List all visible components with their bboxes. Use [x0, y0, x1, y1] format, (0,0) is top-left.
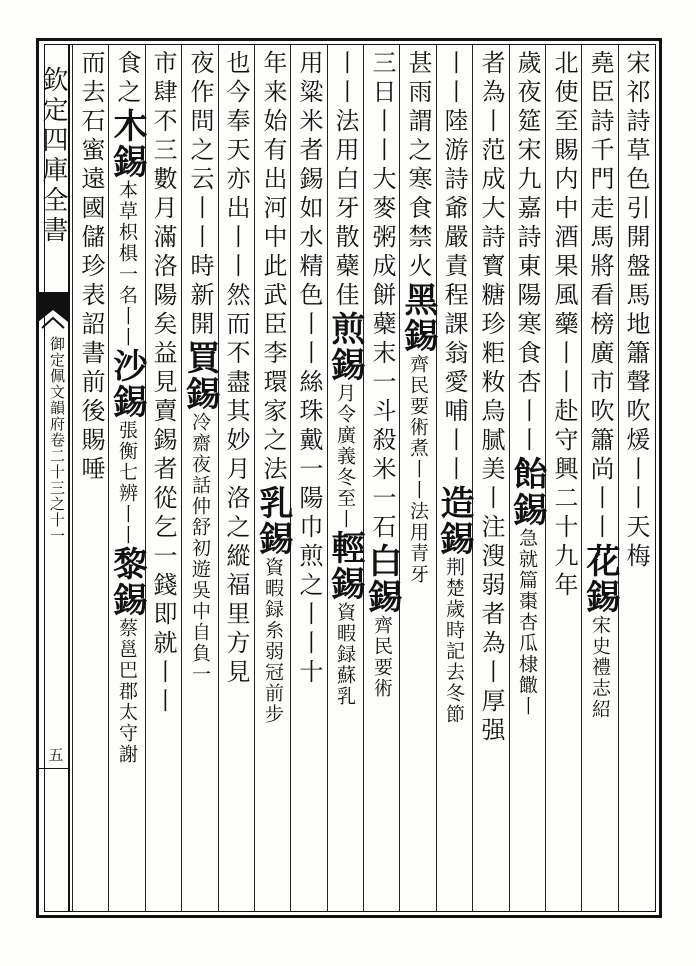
column-divider [181, 44, 182, 912]
entry-text: 三日丨丨大麥粥 [368, 50, 396, 253]
entry-text: 夜作問之云丨丨時新開 [186, 50, 214, 340]
entry-text: 年来始有出河中此武臣李環家之法 [259, 50, 287, 485]
text-column [292, 50, 325, 900]
entry-text: 甚雨謂之寒食禁火 [404, 50, 432, 282]
entry-text: 北使至賜内中酒果風藥丨丨赴守 [550, 50, 578, 456]
column-divider [472, 44, 473, 912]
entry-text: 成餅蘗末一斗殺米一石 [368, 253, 396, 543]
entry-headword: 木錫 [107, 108, 147, 180]
entry-text: 市肆不三數月滿洛陽矣 [149, 50, 177, 340]
entry-text: 堯臣詩千門走馬將看榜廣市吹簫尚丨丨 [586, 50, 614, 543]
column-divider [581, 44, 582, 912]
entry-text: 也今奉天亦出丨丨然而不盡其妙 [222, 50, 250, 456]
page-number-rule [38, 768, 68, 769]
entry-headword: 輕錫 [325, 530, 365, 602]
text-column [507, 50, 547, 900]
entry-note: 資暇録糸弱冠前步 [262, 557, 284, 725]
entry-note: 張衡七辨丨丨 [116, 420, 138, 546]
column-divider [363, 44, 364, 912]
text-column [146, 50, 179, 900]
page-number: 五 [48, 746, 64, 764]
text-column [398, 50, 438, 900]
column-divider [72, 44, 73, 912]
text-column [580, 50, 620, 900]
margin-rule [68, 44, 70, 912]
entry-note: 荆楚歲時記去冬節 [443, 557, 465, 725]
text-column [219, 50, 252, 900]
entry-text: 丨丨陸游詩爺嚴責程課翁愛哺丨丨 [440, 50, 468, 485]
entry-text: 丨注溲弱者為丨厚强 [477, 485, 505, 746]
entry-text: 丨丨絲珠戴一陽巾 [295, 311, 323, 543]
text-column [619, 50, 652, 900]
entry-headword: 黎錫 [107, 546, 147, 618]
entry-text: 煎之丨丨十 [295, 543, 323, 688]
entry-text: 益見賣錫者從乞一錢即就丨丨 [149, 340, 177, 717]
entry-note: 資暇録蘇乳 [334, 602, 356, 707]
entry-text: 而去 [77, 50, 105, 108]
text-column [107, 50, 147, 900]
book-title: 御定佩文韻府卷二十三之十一 [48, 336, 66, 544]
text-column [74, 50, 107, 900]
entry-note: 齊民要術 [371, 615, 393, 699]
entry-text: 用粱米者錫如水精色 [295, 50, 323, 311]
column-divider [290, 44, 291, 912]
entry-headword: 乳錫 [253, 485, 293, 557]
entry-text: 石蜜遠國儲珍 [77, 108, 105, 282]
entry-headword: 飴錫 [507, 456, 547, 528]
text-column [547, 50, 580, 900]
text-column [325, 50, 365, 900]
entry-headword: 買錫 [180, 340, 220, 412]
entry-note: 急就篇棗杏瓜棣饊丨 [516, 528, 538, 717]
entry-text: 丨丨法用白牙散蘗佳 [331, 50, 359, 311]
text-column [434, 50, 474, 900]
entry-note: 本草枳椇一名丨丨 [116, 180, 138, 348]
column-divider [399, 44, 400, 912]
entry-headword: 造錫 [434, 485, 474, 557]
entry-headword: 煎錫 [325, 311, 365, 383]
entry-note: 月令廣義冬至丨 [334, 383, 356, 530]
entry-text: 者為丨范成大詩寳糖珍粔籹烏腻美 [477, 50, 505, 485]
text-column [180, 50, 220, 900]
column-divider [254, 44, 255, 912]
text-column [362, 50, 402, 900]
entry-text: 宋祁詩草色引開盤馬地簫聲吹煖丨丨天梅 [622, 50, 650, 572]
entry-headword: 花錫 [580, 543, 620, 615]
text-column [474, 50, 507, 900]
entry-text: 歲夜筵宋九嘉詩東陽寒食杏丨丨 [513, 50, 541, 456]
entry-note: 宋史禮志紹 [589, 615, 611, 720]
entry-note: 齊民要術煮丨丨法用青牙 [407, 354, 429, 585]
entry-note: 蔡邕巴郡太守謝 [116, 618, 138, 765]
text-column [253, 50, 293, 900]
entry-headword: 沙錫 [107, 348, 147, 420]
entry-headword: 黑錫 [398, 282, 438, 354]
entry-text: 興二十九年 [550, 456, 578, 601]
entry-text: 食之 [113, 50, 141, 108]
fish-tail-ornament-icon [38, 292, 68, 336]
entry-text: 月洛之縱福里方見 [222, 456, 250, 688]
entry-note: 冷齋夜話仲舒初遊吳中自負一 [189, 412, 211, 685]
entry-text: 表詔書前後賜唾 [77, 282, 105, 485]
collection-title: 欽定四庫全書 [38, 66, 68, 246]
entry-headword: 白錫 [362, 543, 402, 615]
